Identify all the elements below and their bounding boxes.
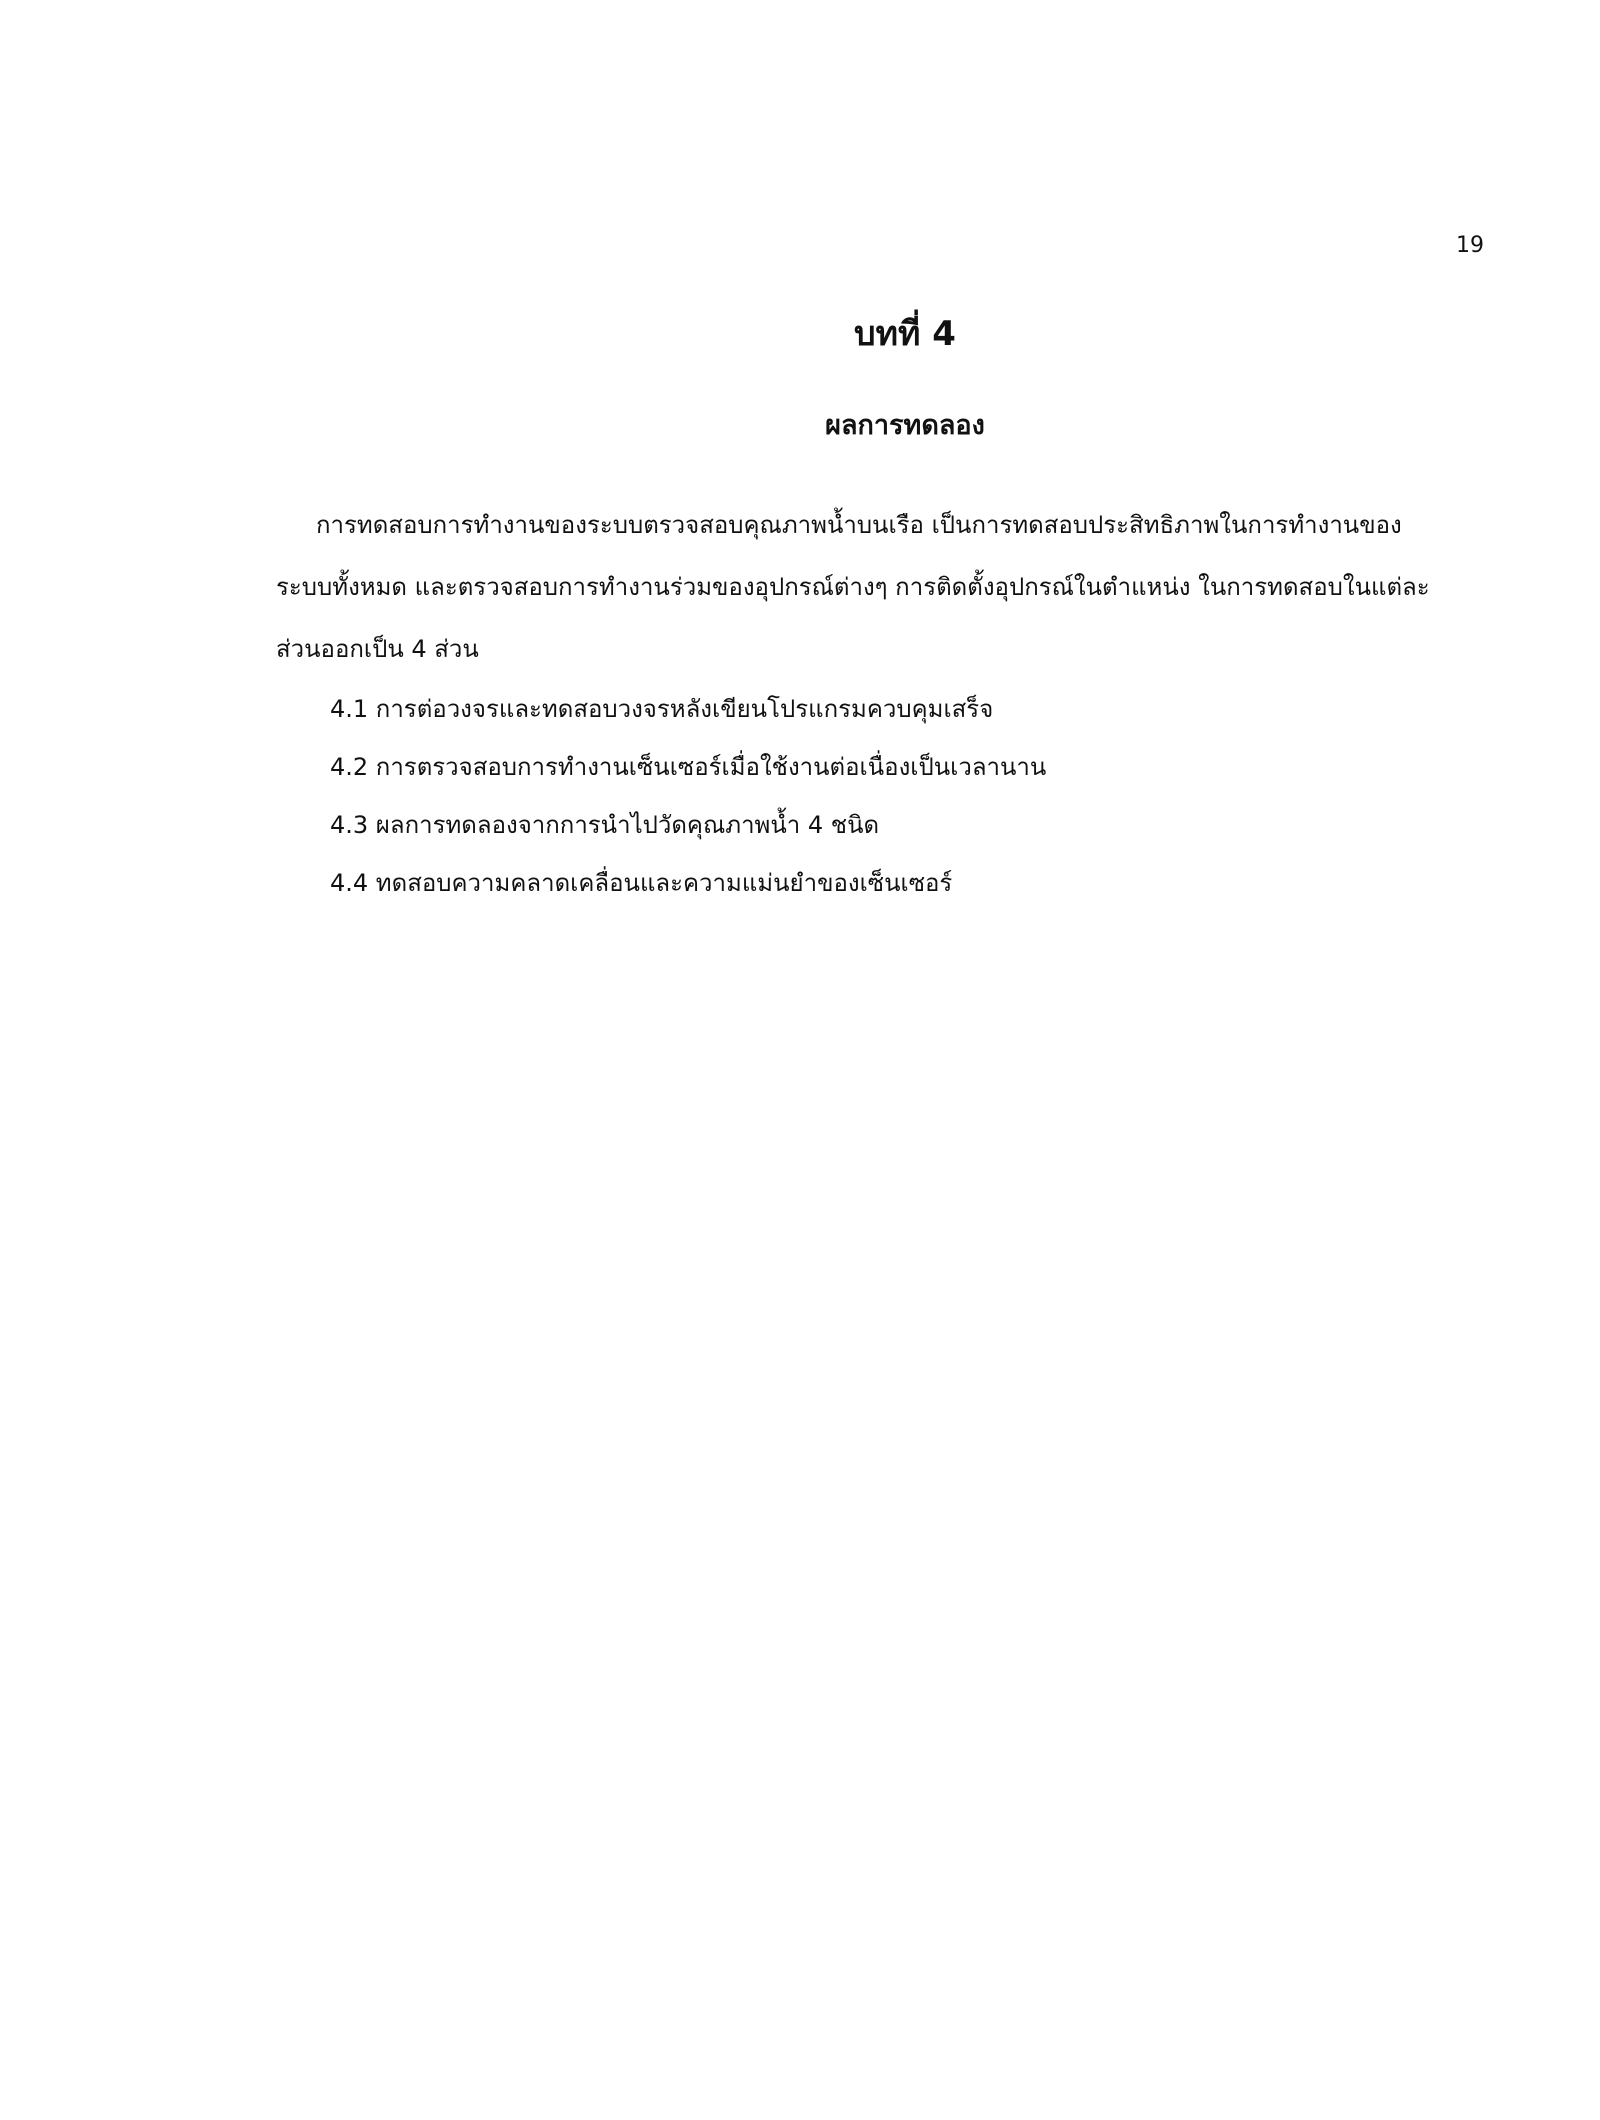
- chapter-body: [276, 494, 1446, 912]
- section-item-4-1: 4.1 การต่อวงจรและทดสอบวงจรหลังเขียนโปรแกรมควบคุมเสร็จ: [330, 695, 994, 723]
- page-number: 19: [1456, 233, 1484, 258]
- intro-paragraph: การทดสอบการทำงานของระบบตรวจสอบคุณภาพน้ำบนเรือ เป็นการทดสอบประสิทธิภาพในการทำงานของระบบทั้งหมด และตรวจสอบการทำงานร่วมของอุปกรณ์ต่างๆ การติดตั้งอุปกรณ์ในตำแหน่ง ในการทดสอบในแต่ละส่วนออกเป็น 4 ส่วน: [276, 511, 1430, 663]
- section-item-4-3: 4.3 ผลการทดลองจากการนำไปวัดคุณภาพน้ำ 4 ชนิด: [330, 811, 880, 839]
- section-item-4-2: 4.2 การตรวจสอบการทำงานเซ็นเซอร์เมื่อใช้งานต่อเนื่องเป็นเวลานาน: [330, 753, 1047, 781]
- section-item-4-4: 4.4 ทดสอบความคลาดเคลื่อนและความแม่นยำของเซ็นเซอร์: [330, 869, 953, 897]
- chapter-title: ผลการทดลอง: [825, 410, 985, 441]
- chapter-number: บทที่ 4: [854, 314, 956, 354]
- section-list: [276, 680, 1446, 912]
